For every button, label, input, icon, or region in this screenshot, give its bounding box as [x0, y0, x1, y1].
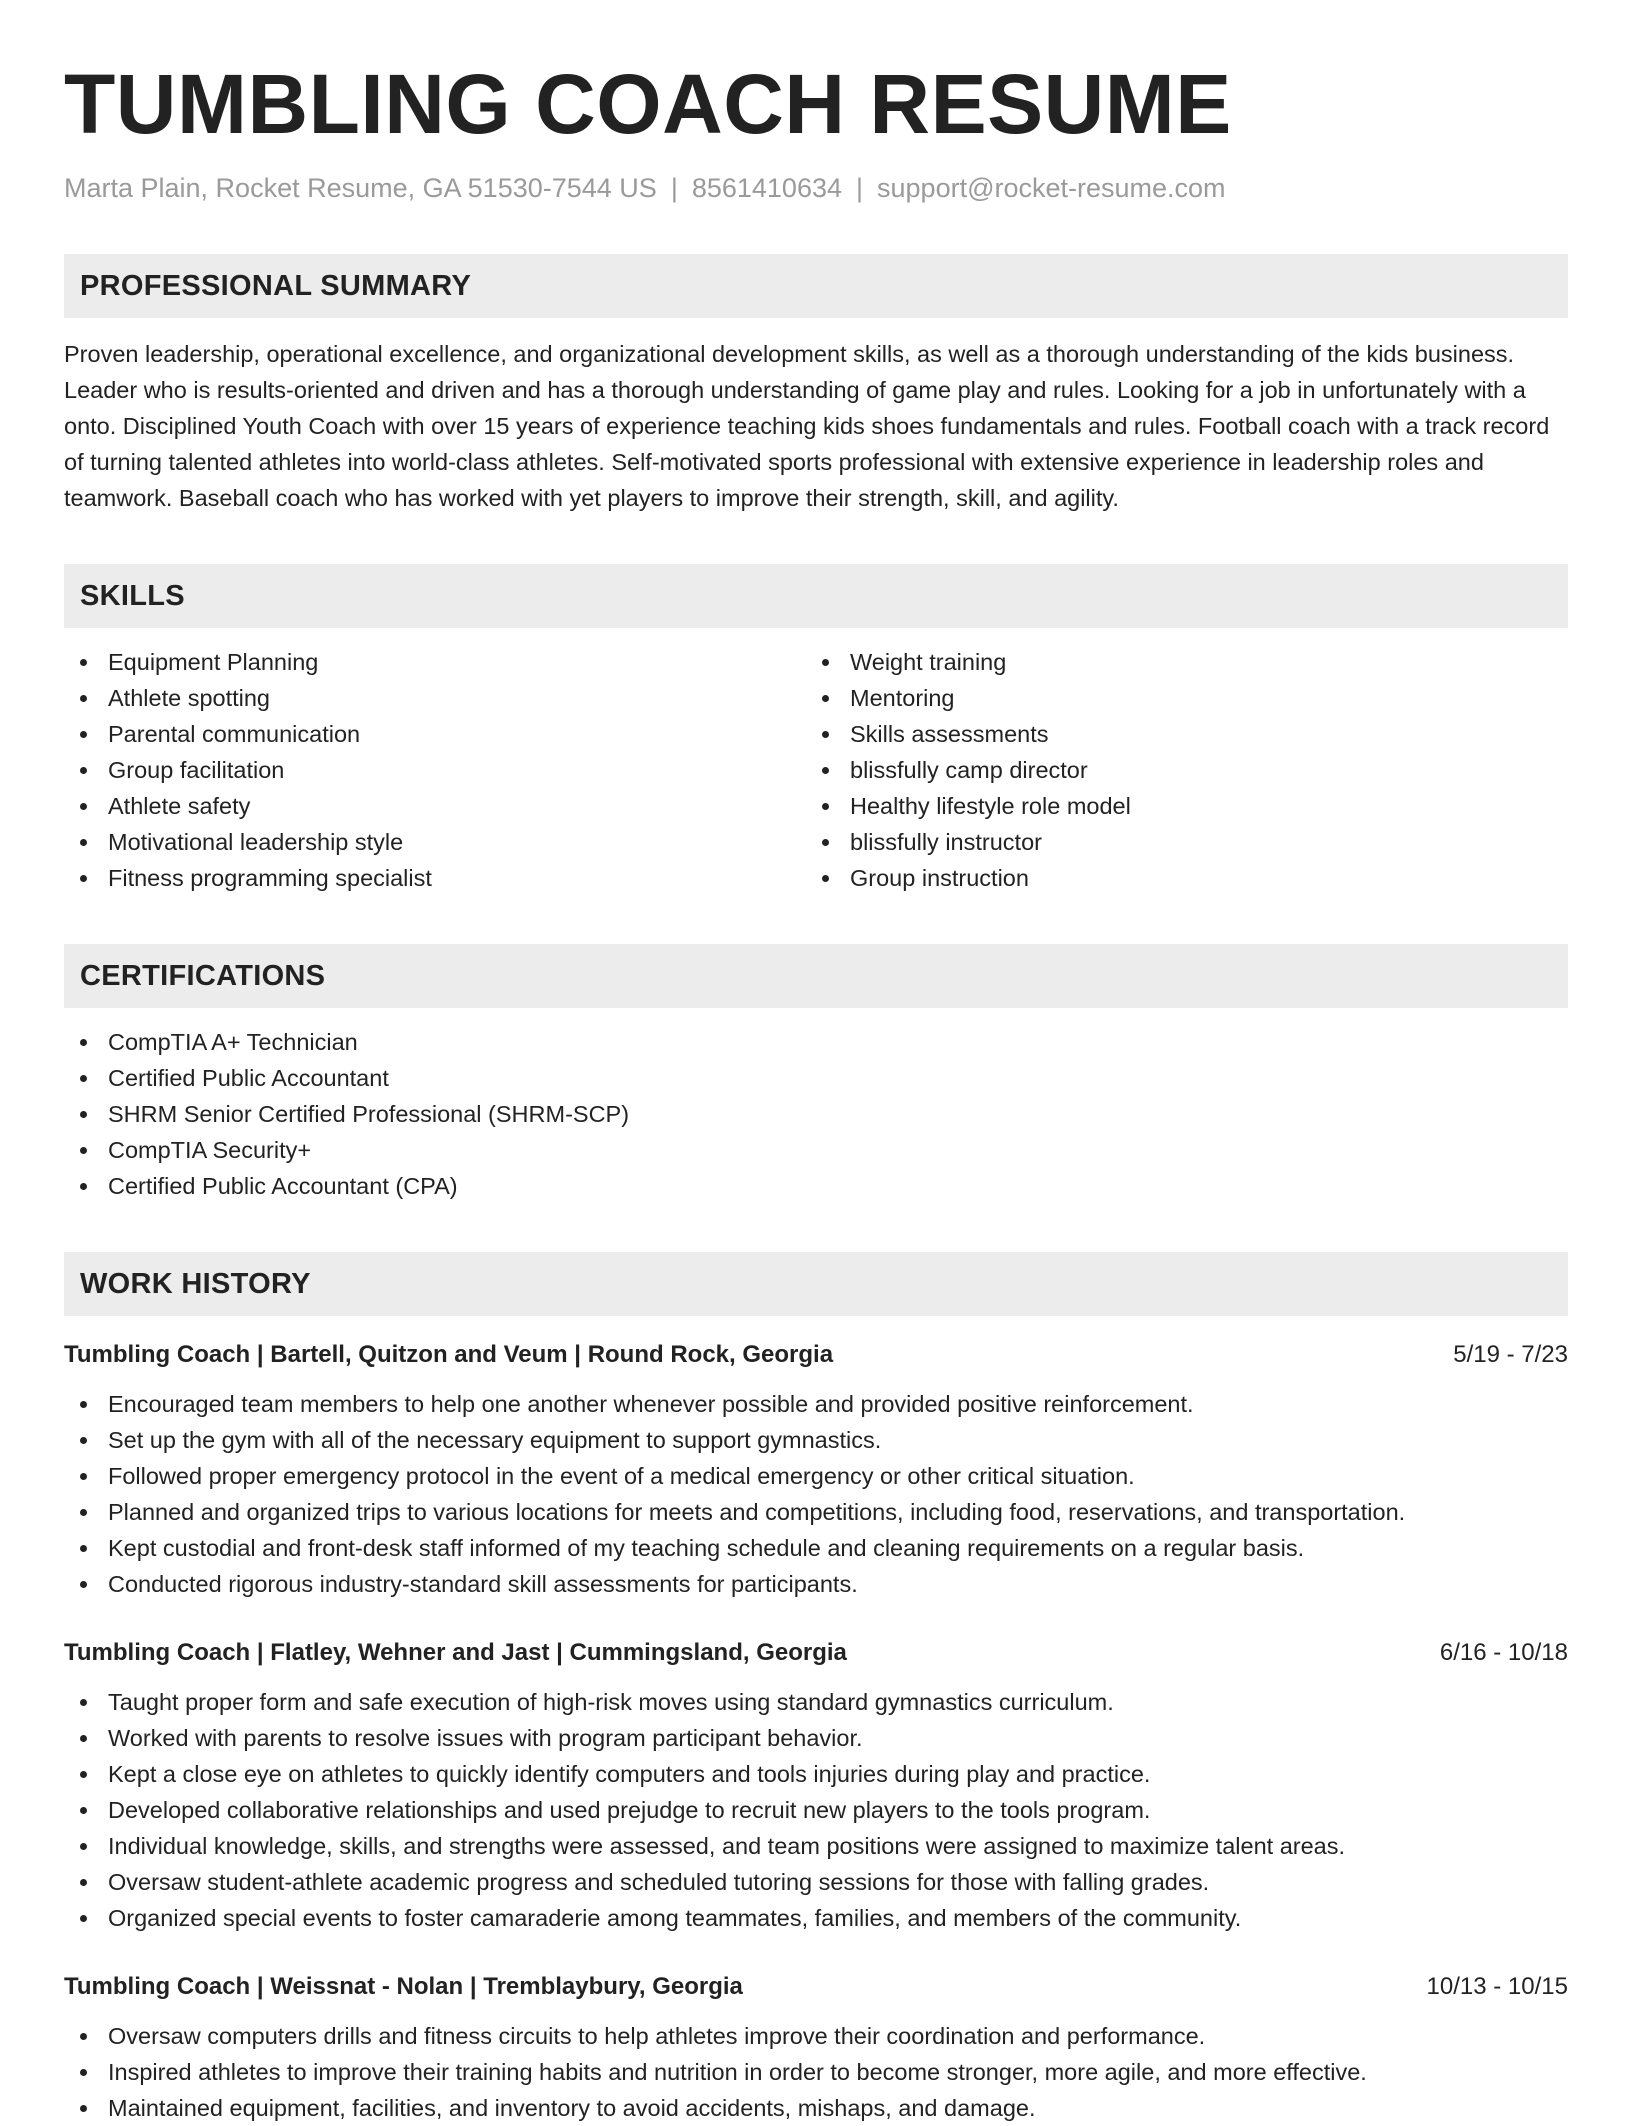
job-bullet: Encouraged team members to help one another whenever possible and provided positive reinforcement.: [64, 1386, 1568, 1422]
section-title-certifications: CERTIFICATIONS: [80, 959, 326, 992]
job-bullet: Kept custodial and front-desk staff informed of my teaching schedule and cleaning requirements on a regular basis.: [64, 1530, 1568, 1566]
certifications-list: [64, 1024, 1568, 1204]
job-bullet-list: [64, 1386, 1568, 1602]
skill-item: Fitness programming specialist: [64, 860, 806, 896]
job-bullet: Maintained equipment, facilities, and inventory to avoid accidents, mishaps, and damage.: [64, 2090, 1568, 2126]
certification-item: CompTIA Security+: [64, 1132, 1568, 1168]
job-entry: [64, 1970, 1568, 2126]
contact-line: [64, 170, 1568, 206]
job-bullet: Taught proper form and safe execution of high-risk moves using standard gymnastics curriculum.: [64, 1684, 1568, 1720]
skill-item: Athlete safety: [64, 788, 806, 824]
job-bullet: Individual knowledge, skills, and strengths were assessed, and team positions were assigned to maximize talent areas.: [64, 1828, 1568, 1864]
section-title-work-history: WORK HISTORY: [80, 1267, 311, 1300]
job-dates: 5/19 - 7/23: [1453, 1341, 1568, 1368]
skill-item: Athlete spotting: [64, 680, 806, 716]
contact-separator: |: [670, 173, 678, 203]
skill-item: Healthy lifestyle role model: [806, 788, 1548, 824]
job-entry: [64, 1636, 1568, 1936]
skill-item: Equipment Planning: [64, 644, 806, 680]
job-bullet: Conducted rigorous industry-standard skill assessments for participants.: [64, 1566, 1568, 1602]
skill-item: Weight training: [806, 644, 1548, 680]
job-bullet: Inspired athletes to improve their training habits and nutrition in order to become stronger, more agile, and more effective.: [64, 2054, 1568, 2090]
job-bullet: Worked with parents to resolve issues with program participant behavior.: [64, 1720, 1568, 1756]
skills-list-right: [806, 644, 1548, 896]
job-bullet: Kept a close eye on athletes to quickly identify computers and tools injuries during play and practice.: [64, 1756, 1568, 1792]
job-header: [64, 1338, 1568, 1372]
skill-item: Group facilitation: [64, 752, 806, 788]
work-history-list: [64, 1338, 1568, 2126]
job-bullet: Oversaw student-athlete academic progress and scheduled tutoring sessions for those with falling grades.: [64, 1864, 1568, 1900]
skill-item: blissfully camp director: [806, 752, 1548, 788]
job-dates: 6/16 - 10/18: [1439, 1639, 1568, 1666]
skill-item: Motivational leadership style: [64, 824, 806, 860]
section-header-work-history: [64, 1252, 1568, 1316]
skill-item: Group instruction: [806, 860, 1548, 896]
certification-item: CompTIA A+ Technician: [64, 1024, 1568, 1060]
contact-phone: 8561410634: [691, 173, 842, 203]
job-title: Tumbling Coach | Bartell, Quitzon and Veum | Round Rock, Georgia: [64, 1341, 834, 1368]
contact-address: Marta Plain, Rocket Resume, GA 51530-7544 US: [64, 173, 657, 203]
contact-separator: |: [856, 173, 864, 203]
certification-item: Certified Public Accountant: [64, 1060, 1568, 1096]
job-header: [64, 1970, 1568, 2004]
section-header-certifications: [64, 944, 1568, 1008]
section-header-summary: [64, 254, 1568, 318]
job-bullet-list: [64, 2018, 1568, 2126]
certification-item: SHRM Senior Certified Professional (SHRM-SCP): [64, 1096, 1568, 1132]
section-title-summary: PROFESSIONAL SUMMARY: [80, 269, 472, 302]
skills-grid: [64, 628, 1568, 896]
job-bullet: Planned and organized trips to various locations for meets and competitions, including food, reservations, and transportation.: [64, 1494, 1568, 1530]
job-header: [64, 1636, 1568, 1670]
skill-item: blissfully instructor: [806, 824, 1548, 860]
job-bullet: Followed proper emergency protocol in the event of a medical emergency or other critical situation.: [64, 1458, 1568, 1494]
skill-item: Parental communication: [64, 716, 806, 752]
resume-title: TUMBLING COACH RESUME: [64, 57, 1232, 151]
job-entry: [64, 1338, 1568, 1602]
job-bullet: Set up the gym with all of the necessary equipment to support gymnastics.: [64, 1422, 1568, 1458]
job-bullet-list: [64, 1684, 1568, 1936]
certification-item: Certified Public Accountant (CPA): [64, 1168, 1568, 1204]
summary-text: Proven leadership, operational excellence, and organizational development skills, as well as a thorough understanding of the kids business. Leader who is results-oriented and driven and has a thorough understanding of game play and rules. Looking for a job in unfortunately with a onto. Disciplined Youth Coach with over 15 years of experience teaching kids shoes fundamentals and rules. Football coach with a track record of turning talented athletes into world-class athletes. Self-motivated sports professional with extensive experience in leadership roles and teamwork. Baseball coach who has worked with yet players to improve their strength, skill, and agility.: [64, 341, 1550, 511]
section-header-skills: [64, 564, 1568, 628]
skill-item: Mentoring: [806, 680, 1548, 716]
job-dates: 10/13 - 10/15: [1426, 1973, 1568, 2000]
job-title: Tumbling Coach | Weissnat - Nolan | Tremblaybury, Georgia: [64, 1973, 743, 2000]
skills-list-left: [64, 644, 806, 896]
section-title-skills: SKILLS: [80, 579, 185, 612]
job-bullet: Organized special events to foster camaraderie among teammates, families, and members of the community.: [64, 1900, 1568, 1936]
job-title: Tumbling Coach | Flatley, Wehner and Jast | Cummingsland, Georgia: [64, 1639, 847, 1666]
job-bullet: Developed collaborative relationships and used prejudge to recruit new players to the tools program.: [64, 1792, 1568, 1828]
contact-email: support@rocket-resume.com: [877, 173, 1226, 203]
skill-item: Skills assessments: [806, 716, 1548, 752]
job-bullet: Oversaw computers drills and fitness circuits to help athletes improve their coordination and performance.: [64, 2018, 1568, 2054]
